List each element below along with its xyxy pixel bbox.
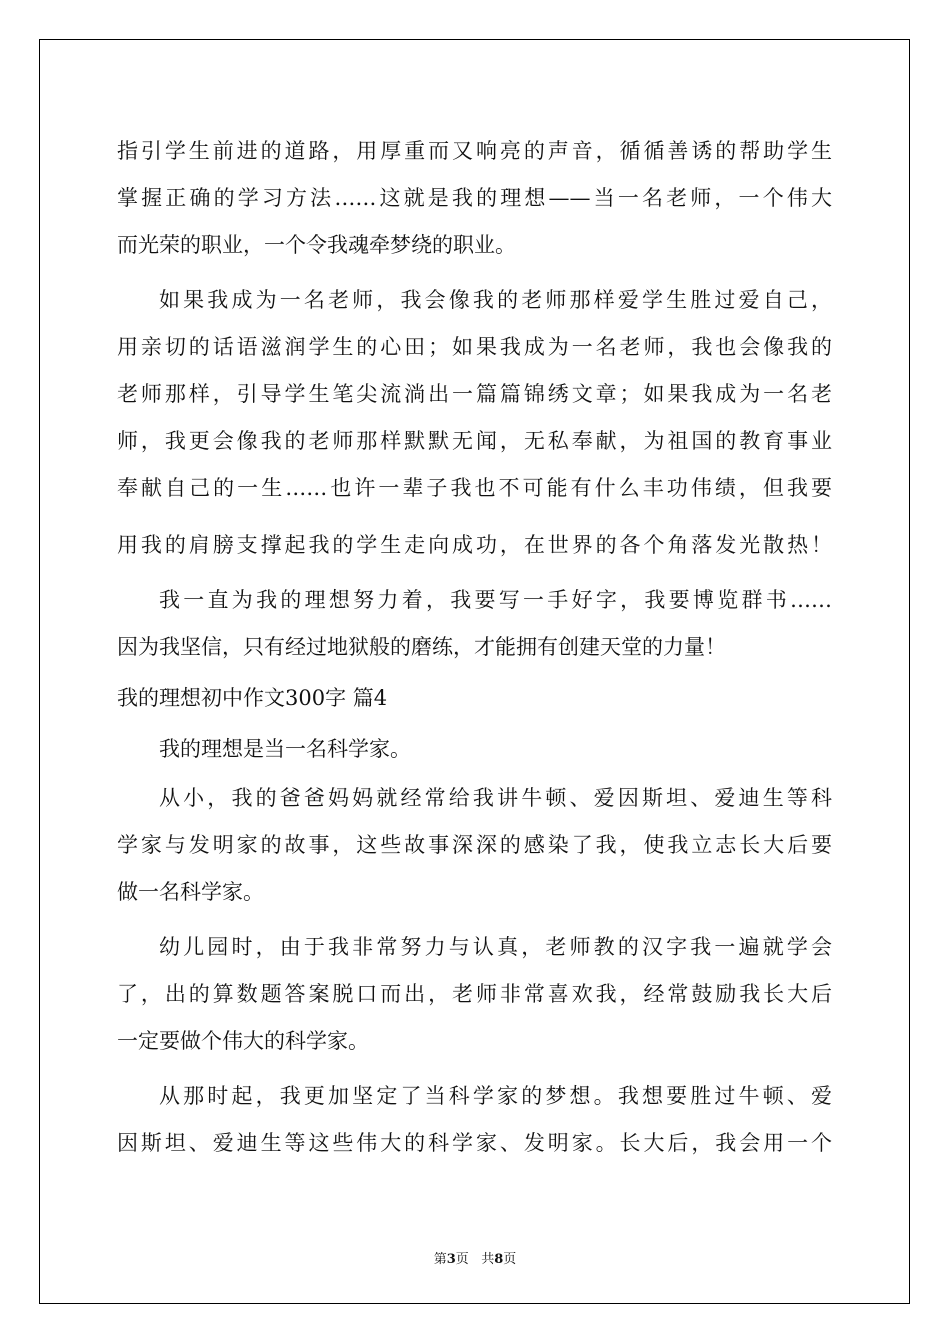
text-line: 从那时起，我更加坚定了当科学家的梦想。我想要胜过牛顿、爱 [159, 1084, 832, 1108]
footer-total-pages: 8 [494, 1252, 504, 1267]
footer-total-prefix: 共 [481, 1252, 495, 1267]
text-line: 老师那样，引导学生笔尖流淌出一篇篇锦绣文章；如果我成为一名老 [117, 382, 832, 406]
text-line: 幼儿园时，由于我非常努力与认真，老师教的汉字我一遍就学会 [159, 935, 832, 959]
text-line: 因斯坦、爱迪生等这些伟大的科学家、发明家。长大后，我会用一个 [117, 1131, 832, 1155]
footer-page-number: 3 [446, 1252, 456, 1267]
page-footer [0, 1248, 950, 1267]
footer-total-suffix: 页 [503, 1252, 517, 1267]
text-line: 从小，我的爸爸妈妈就经常给我讲牛顿、爱因斯坦、爱迪生等科 [159, 786, 832, 810]
text-line: 一定要做个伟大的科学家。 [117, 1029, 369, 1053]
section-heading: 我的理想初中作文300字 篇4 [117, 686, 388, 710]
text-line: 做一名科学家。 [117, 880, 264, 904]
text-line: 我的理想是当一名科学家。 [159, 737, 411, 761]
text-line: 师，我更会像我的老师那样默默无闻，无私奉献，为祖国的教育事业 [117, 429, 832, 453]
text-line: 而光荣的职业，一个令我魂牵梦绕的职业。 [117, 233, 516, 257]
text-line: 指引学生前进的道路，用厚重而又响亮的声音，循循善诱的帮助学生 [117, 139, 832, 163]
text-line: 学家与发明家的故事，这些故事深深的感染了我，使我立志长大后要 [117, 833, 832, 857]
text-line: 用亲切的话语滋润学生的心田；如果我成为一名老师，我也会像我的 [117, 335, 832, 359]
text-line: 奉献自己的一生……也许一辈子我也不可能有什么丰功伟绩，但我要 [117, 476, 832, 500]
text-line: 我一直为我的理想努力着，我要写一手好字，我要博览群书…… [159, 588, 832, 612]
text-line: 如果我成为一名老师，我会像我的老师那样爱学生胜过爱自己， [159, 288, 832, 312]
footer-prefix: 第 [433, 1252, 447, 1267]
text-line: 掌握正确的学习方法……这就是我的理想——当一名老师，一个伟大 [117, 186, 832, 210]
text-line: 了，出的算数题答案脱口而出，老师非常喜欢我，经常鼓励我长大后 [117, 982, 832, 1006]
text-line: 用我的肩膀支撑起我的学生走向成功，在世界的各个角落发光散热！ [117, 533, 832, 557]
text-line: 因为我坚信，只有经过地狱般的磨练，才能拥有创建天堂的力量！ [117, 635, 726, 659]
footer-page-suffix: 页 [455, 1252, 469, 1267]
